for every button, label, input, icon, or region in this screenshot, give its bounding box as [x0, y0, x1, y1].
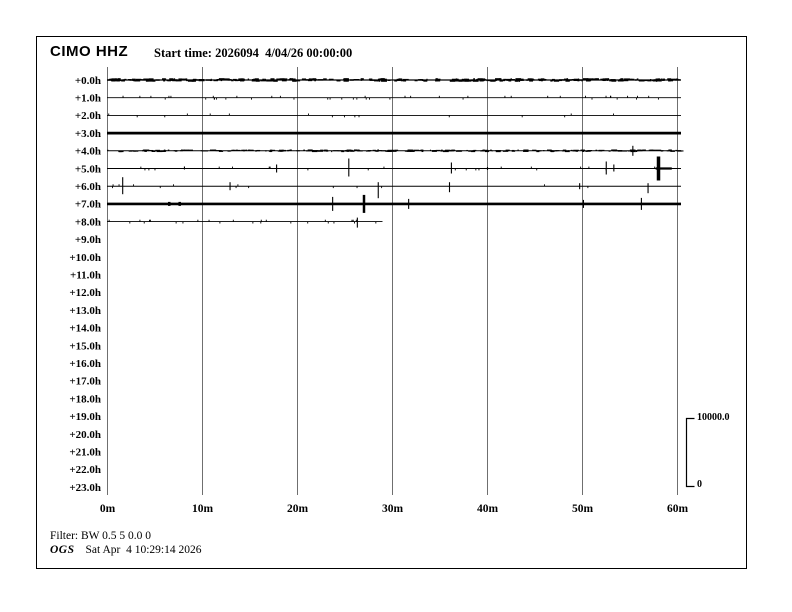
svg-text:+21.0h: +21.0h	[69, 446, 101, 459]
svg-text:+1.0h: +1.0h	[74, 92, 101, 105]
svg-text:40m: 40m	[476, 503, 499, 515]
svg-text:+23.0h: +23.0h	[69, 481, 101, 494]
footer-credit	[50, 544, 201, 556]
svg-text:50m: 50m	[571, 503, 594, 515]
svg-text:+11.0h: +11.0h	[69, 269, 101, 282]
svg-text:+5.0h: +5.0h	[74, 163, 101, 176]
scale-max-label: 10000.0	[697, 412, 730, 423]
svg-text:+10.0h: +10.0h	[69, 251, 101, 264]
svg-text:+14.0h: +14.0h	[69, 322, 101, 335]
svg-text:+13.0h: +13.0h	[69, 304, 101, 317]
svg-text:+3.0h: +3.0h	[74, 127, 101, 140]
svg-text:20m: 20m	[286, 503, 309, 515]
svg-text:+15.0h: +15.0h	[69, 340, 101, 353]
station-title: CIMO HHZ	[50, 43, 129, 60]
svg-text:60m: 60m	[666, 503, 689, 515]
svg-text:+17.0h: +17.0h	[69, 375, 101, 388]
amplitude-scale-bracket	[687, 419, 695, 487]
svg-text:+16.0h: +16.0h	[69, 358, 101, 370]
svg-text:+18.0h: +18.0h	[69, 393, 101, 406]
svg-text:+19.0h: +19.0h	[69, 411, 101, 424]
svg-text:+6.0h: +6.0h	[74, 181, 101, 193]
x-tick-labels	[100, 503, 689, 515]
svg-text:+22.0h: +22.0h	[69, 464, 101, 477]
svg-text:+9.0h: +9.0h	[74, 234, 101, 247]
svg-text:+20.0h: +20.0h	[69, 428, 101, 441]
gridlines	[108, 67, 678, 495]
seismic-traces	[107, 79, 684, 228]
agency-label: OGS	[50, 544, 75, 556]
svg-text:+2.0h: +2.0h	[74, 110, 101, 123]
svg-text:30m: 30m	[381, 503, 404, 515]
svg-text:+12.0h: +12.0h	[69, 287, 101, 300]
row-labels	[69, 75, 101, 494]
svg-text:+8.0h: +8.0h	[74, 216, 101, 229]
svg-text:0m: 0m	[99, 503, 116, 515]
svg-text:+0.0h: +0.0h	[74, 74, 101, 87]
svg-text:10m: 10m	[191, 503, 214, 515]
svg-text:+4.0h: +4.0h	[74, 145, 101, 158]
svg-text:+7.0h: +7.0h	[74, 198, 101, 211]
filter-label: Filter: BW 0.5 5 0.0 0	[50, 530, 152, 542]
scale-min-label: 0	[697, 479, 702, 490]
start-time-label: Start time: 2026094 4/04/26 00:00:00	[154, 46, 353, 60]
timestamp-label: Sat Apr 4 10:29:14 2026	[85, 544, 202, 556]
